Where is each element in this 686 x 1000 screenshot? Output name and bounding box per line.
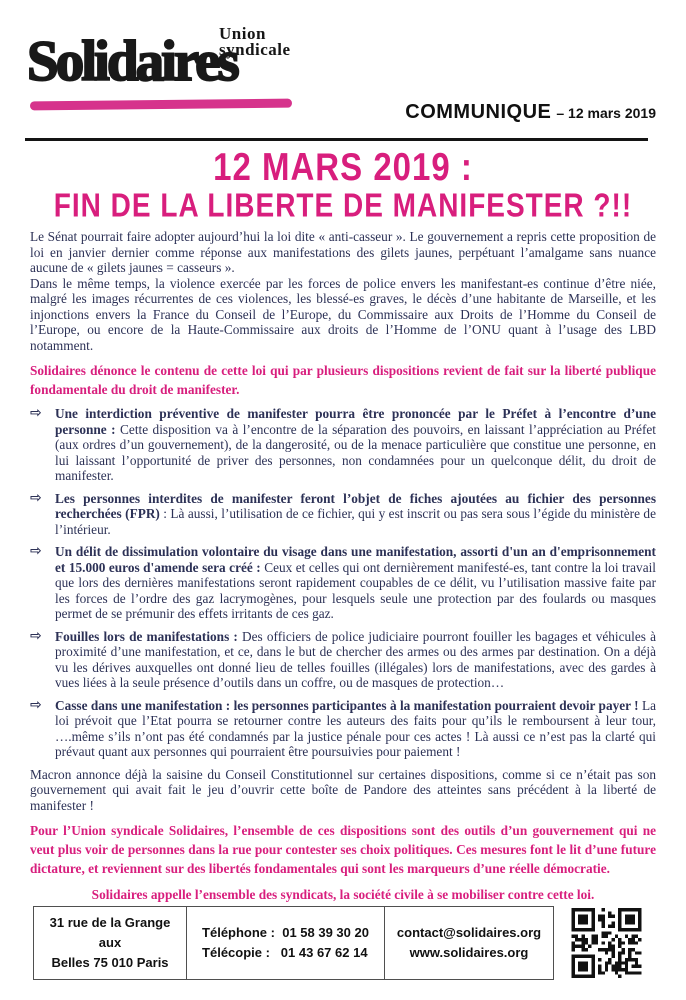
communique-label: COMMUNIQUE — [405, 101, 552, 123]
bullet-casse — [30, 698, 656, 760]
bullet-arrow-icon: ⇨ — [30, 543, 42, 559]
logo-union-line2: syndicale — [219, 40, 291, 59]
fax-number: 01 43 67 62 14 — [280, 945, 368, 960]
footer-fax-row — [202, 943, 369, 963]
communique-date: – 12 mars 2019 — [556, 105, 656, 121]
footer-phones-cell — [186, 907, 384, 979]
bullet-text: Casse dans une manifestation : les personnes participantes à la manifestation pourraient devoir payer ! La loi prévoit que l’Etat pourra se retourner contre les auteurs des faits pour qu’ils le remboursent à leur tour, ….même s’ils n’ont pas été condamnés par la justice pénale pour ces actes ! Là aussi ce n’est pas la clarté qui prévaut quant aux personnes qui pourraient être poursuivies pour paiement ! — [55, 697, 656, 759]
bullet-arrow-icon: ⇨ — [30, 627, 42, 644]
denunciation-statement: Solidaires dénonce le contenu de cette loi qui par plusieurs dispositions revient de fait sur la liberté publique fondamentale du droit de manifester. — [30, 363, 656, 397]
phone-label: Téléphone : — [202, 925, 275, 940]
phone-number: 01 58 39 30 20 — [282, 925, 369, 940]
bullet-text: Les personnes interdites de manifester feront l’objet de fiches ajoutées au fichier des personnes recherchées (FPR) : Là aussi, l’utilisation de ce fichier, qui y est inscrit ou pas sera sous l’égide du ministère de l’intérieur. — [55, 490, 656, 537]
logo-brush-underline — [30, 99, 292, 111]
document-body — [30, 229, 656, 904]
solidaires-logo-wordmark: Solidaires — [27, 30, 237, 93]
bullet-fichier-fpr — [30, 491, 656, 538]
headline-line1: 12 MARS 2019 : — [213, 144, 473, 189]
bullet-dissimulation-visage — [30, 544, 656, 622]
fax-label: Télécopie : — [202, 945, 270, 960]
union-position-statement: Pour l’Union syndicale Solidaires, l’ensemble de ces dispositions sont des outils d’un gouvernement qui ne veut plus voir de personnes dans la rue pour contester ses choix politiques. Ces mesures font le lit d’une future dictature, et reviennent sur des libertés fondamentales qui sont les marqueurs d’une réelle démocratie. — [30, 823, 656, 876]
bullet-interdiction-preventive — [30, 406, 656, 484]
logo-union-line1: Union — [219, 24, 266, 43]
bullet-arrow-icon: ⇨ — [30, 405, 42, 421]
mobilization-call: Solidaires appelle l’ensemble des syndicats, la société civile à se mobiliser contre cette loi. — [91, 887, 595, 902]
bullet-text: Une interdiction préventive de manifester pourra être prononcée par le Préfet à l’encontre d’une personne : Cette disposition va à l’encontre de la séparation des pouvoirs, en laissant l’appréciation au Préfet (aux ordres d’un gouvernement), de la dangerosité, ou de la menace particulière que constitue une personne, en lui laissant l’opportunité de priver des personnes, non condamnées pour un quelconque délit, du droit de manifester. — [55, 406, 657, 483]
macron-paragraph: Macron annonce déjà la saisine du Conseil Constitutionnel sur certaines dispositions, comme si ce n’était pas son gouvernement qui avait fait le jeu d’ouvrir cette boîte de Pandore des atteintes sans précédent à la liberté de manifester ! — [30, 766, 656, 813]
document-headline — [0, 144, 686, 225]
bullet-text: Fouilles lors de manifestations : Des officiers de police judiciaire pourront fouiller les bagages et véhicules à proximité d’une manifestation, et ce, dans le but de chercher des armes ou des armes par destination. On a déjà vu les dérives auxquelles ont donné lieu de telles fouilles (illégales) lors de manifestations, avec des gardes à vues liées à la seule présence d’outils dans un coffre, ou de masques de protection… — [55, 628, 656, 690]
footer-contact-cell — [384, 907, 553, 979]
intro-paragraph-2: Dans le même temps, la violence exercée par les forces de police envers les manifestant-es continue d’être niée, malgré les images récurrentes de ces violences, les blessé-es graves, le décès d’une habitante de Marseille, et les injonctions envers la France du Conseil de l’Europe, du Commissaire aux Droits de l’Homme du Conseil de l’Europe, ou encore de la Haute-Commissaire aux droits de l’Homme de l’ONU quant à l’usage des LBD notamment. — [30, 275, 656, 353]
footer-address-line2: Belles 75 010 Paris — [51, 955, 169, 970]
footer-website: www.solidaires.org — [409, 945, 529, 960]
footer-address-line1: 31 rue de la Grange aux — [49, 915, 171, 950]
footer-contact-table — [33, 906, 554, 980]
footer-email: contact@solidaires.org — [396, 925, 542, 940]
headline-line2: FIN DE LA LIBERTE DE MANIFESTER ?!! — [53, 187, 633, 224]
footer-phone-row — [202, 923, 369, 943]
header-divider-rule — [25, 138, 648, 141]
bullet-arrow-icon: ⇨ — [30, 489, 42, 506]
footer-address-cell — [34, 907, 186, 979]
intro-paragraph-1: Le Sénat pourrait faire adopter aujourd’hui la loi dite « anti-casseur ». Le gouvernement a repris cette proposition de loi en janvier dernier comme réponse aux manifestations des gilets jaunes, perpétuant l’amalgame sans nuance aucune de « gilets jaunes = casseurs ». — [30, 229, 656, 275]
bullet-arrow-icon: ⇨ — [30, 696, 42, 713]
communique-header — [405, 101, 656, 124]
bullet-fouilles — [30, 629, 656, 691]
bullet-text: Un délit de dissimulation volontaire du visage dans une manifestation, assorti d'un an d'emprisonnement et 15.000 euros d'amende sera créé : Ceux et celles qui ont dernièrement manifesté-es, tant contre la loi travail que lors des dernières manifestations seront rapidement coupables de ce délit, vu l’utilisation massive faite par les forces de l’ordre des gaz lacrymogènes, pour lesquels seule une protection par des foulards ou masques permet de se prémunir des effets irritants de ces gaz. — [55, 544, 656, 621]
qr-code — [570, 908, 643, 978]
